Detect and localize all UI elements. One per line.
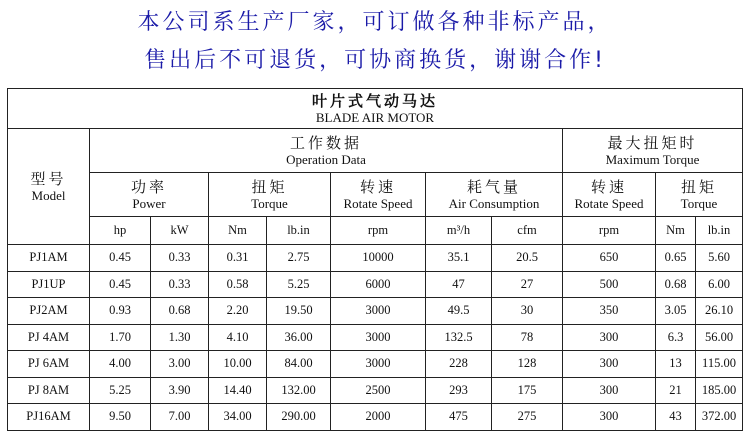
value-cell: 300 — [563, 324, 656, 351]
model-cell: PJ 4AM — [8, 324, 90, 351]
value-cell: 293 — [426, 377, 492, 404]
value-cell: 0.45 — [90, 271, 151, 298]
max-tq-en: Torque — [680, 195, 718, 211]
value-cell: 128 — [492, 351, 563, 378]
value-cell: 4.00 — [90, 351, 151, 378]
spec-table — [7, 88, 743, 431]
value-cell: 84.00 — [267, 351, 331, 378]
value-cell: 43 — [656, 404, 696, 431]
value-cell: 49.5 — [426, 298, 492, 325]
model-cell: PJ 6AM — [8, 351, 90, 378]
value-cell: 2000 — [331, 404, 426, 431]
value-cell: 300 — [563, 351, 656, 378]
unit-cell: rpm — [331, 217, 426, 245]
value-cell: 290.00 — [267, 404, 331, 431]
value-cell: 6.00 — [696, 271, 743, 298]
max-torque-en: Maximum Torque — [605, 151, 700, 167]
model-cell: PJ2AM — [8, 298, 90, 325]
unit-cell: m³/h — [426, 217, 492, 245]
value-cell: 20.5 — [492, 245, 563, 272]
max-torque-cn: 最大扭矩时 — [607, 133, 698, 152]
unit-cell: Nm — [209, 217, 267, 245]
value-cell: 3000 — [331, 324, 426, 351]
value-cell: 36.00 — [267, 324, 331, 351]
value-cell: 5.25 — [90, 377, 151, 404]
value-cell: 115.00 — [696, 351, 743, 378]
model-cell: PJ1UP — [8, 271, 90, 298]
air-consumption-header — [426, 173, 563, 217]
table-row — [8, 324, 743, 351]
value-cell: 0.65 — [656, 245, 696, 272]
table-row — [8, 404, 743, 431]
data-rows — [8, 245, 743, 431]
notice-line-2: 售出后不可退货，可协商换货，谢谢合作! — [144, 48, 606, 73]
title-cn: 叶片式气动马达 — [311, 91, 438, 110]
value-cell: 275 — [492, 404, 563, 431]
air-en: Air Consumption — [448, 195, 540, 211]
value-cell: 372.00 — [696, 404, 743, 431]
operation-data-header — [90, 129, 563, 173]
value-cell: 13 — [656, 351, 696, 378]
value-cell: 3.90 — [151, 377, 209, 404]
speed-cn: 转速 — [359, 177, 396, 196]
value-cell: 14.40 — [209, 377, 267, 404]
unit-cell: hp — [90, 217, 151, 245]
operation-cn: 工作数据 — [289, 133, 362, 152]
max-torque-header — [563, 129, 743, 173]
value-cell: 0.68 — [656, 271, 696, 298]
value-cell: 10000 — [331, 245, 426, 272]
value-cell: 78 — [492, 324, 563, 351]
power-header — [90, 173, 209, 217]
value-cell: 6000 — [331, 271, 426, 298]
value-cell: 475 — [426, 404, 492, 431]
model-cell: PJ 8AM — [8, 377, 90, 404]
unit-cell: lb.in — [267, 217, 331, 245]
max-torque-sub-header — [656, 173, 743, 217]
model-header — [8, 129, 90, 245]
value-cell: 26.10 — [696, 298, 743, 325]
value-cell: 10.00 — [209, 351, 267, 378]
max-speed-en: Rotate Speed — [574, 195, 644, 211]
max-speed-header — [563, 173, 656, 217]
value-cell: 132.5 — [426, 324, 492, 351]
value-cell: 300 — [563, 377, 656, 404]
notice-line-1: 本公司系生产厂家，可订做各种非标产品， — [137, 10, 613, 35]
max-tq-cn: 扭矩 — [680, 177, 717, 196]
value-cell: 500 — [563, 271, 656, 298]
speed-header — [331, 173, 426, 217]
value-cell: 34.00 — [209, 404, 267, 431]
value-cell: 56.00 — [696, 324, 743, 351]
value-cell: 35.1 — [426, 245, 492, 272]
value-cell: 5.60 — [696, 245, 743, 272]
value-cell: 0.45 — [90, 245, 151, 272]
value-cell: 0.31 — [209, 245, 267, 272]
power-cn: 功率 — [130, 177, 167, 196]
table-title — [8, 89, 743, 129]
power-en: Power — [132, 195, 166, 211]
unit-row — [8, 217, 743, 245]
value-cell: 0.33 — [151, 245, 209, 272]
value-cell: 3.05 — [656, 298, 696, 325]
table-row — [8, 377, 743, 404]
value-cell: 21 — [656, 377, 696, 404]
table-row — [8, 351, 743, 378]
value-cell: 9.50 — [90, 404, 151, 431]
value-cell: 2500 — [331, 377, 426, 404]
model-cell: PJ16AM — [8, 404, 90, 431]
value-cell: 300 — [563, 404, 656, 431]
model-cn: 型号 — [30, 169, 67, 188]
value-cell: 2.20 — [209, 298, 267, 325]
unit-cell: rpm — [563, 217, 656, 245]
value-cell: 3.00 — [151, 351, 209, 378]
value-cell: 0.58 — [209, 271, 267, 298]
model-en: Model — [31, 187, 66, 203]
torque-cn: 扭矩 — [251, 177, 288, 196]
value-cell: 0.33 — [151, 271, 209, 298]
speed-en: Rotate Speed — [343, 195, 413, 211]
unit-cell: Nm — [656, 217, 696, 245]
max-speed-cn: 转速 — [590, 177, 627, 196]
table-row — [8, 271, 743, 298]
value-cell: 175 — [492, 377, 563, 404]
unit-cell: lb.in — [696, 217, 743, 245]
value-cell: 650 — [563, 245, 656, 272]
value-cell: 1.70 — [90, 324, 151, 351]
title-en: BLADE AIR MOTOR — [315, 109, 435, 125]
value-cell: 350 — [563, 298, 656, 325]
value-cell: 0.68 — [151, 298, 209, 325]
unit-cell: kW — [151, 217, 209, 245]
value-cell: 19.50 — [267, 298, 331, 325]
value-cell: 30 — [492, 298, 563, 325]
value-cell: 27 — [492, 271, 563, 298]
value-cell: 4.10 — [209, 324, 267, 351]
table-row — [8, 245, 743, 272]
value-cell: 3000 — [331, 351, 426, 378]
table-row — [8, 298, 743, 325]
model-cell: PJ1AM — [8, 245, 90, 272]
value-cell: 6.3 — [656, 324, 696, 351]
value-cell: 2.75 — [267, 245, 331, 272]
value-cell: 3000 — [331, 298, 426, 325]
air-cn: 耗气量 — [466, 177, 521, 196]
value-cell: 0.93 — [90, 298, 151, 325]
value-cell: 228 — [426, 351, 492, 378]
value-cell: 1.30 — [151, 324, 209, 351]
value-cell: 7.00 — [151, 404, 209, 431]
value-cell: 47 — [426, 271, 492, 298]
torque-en: Torque — [251, 195, 288, 211]
operation-en: Operation Data — [286, 151, 366, 167]
value-cell: 5.25 — [267, 271, 331, 298]
value-cell: 185.00 — [696, 377, 743, 404]
unit-cell: cfm — [492, 217, 563, 245]
torque-header — [209, 173, 331, 217]
value-cell: 132.00 — [267, 377, 331, 404]
